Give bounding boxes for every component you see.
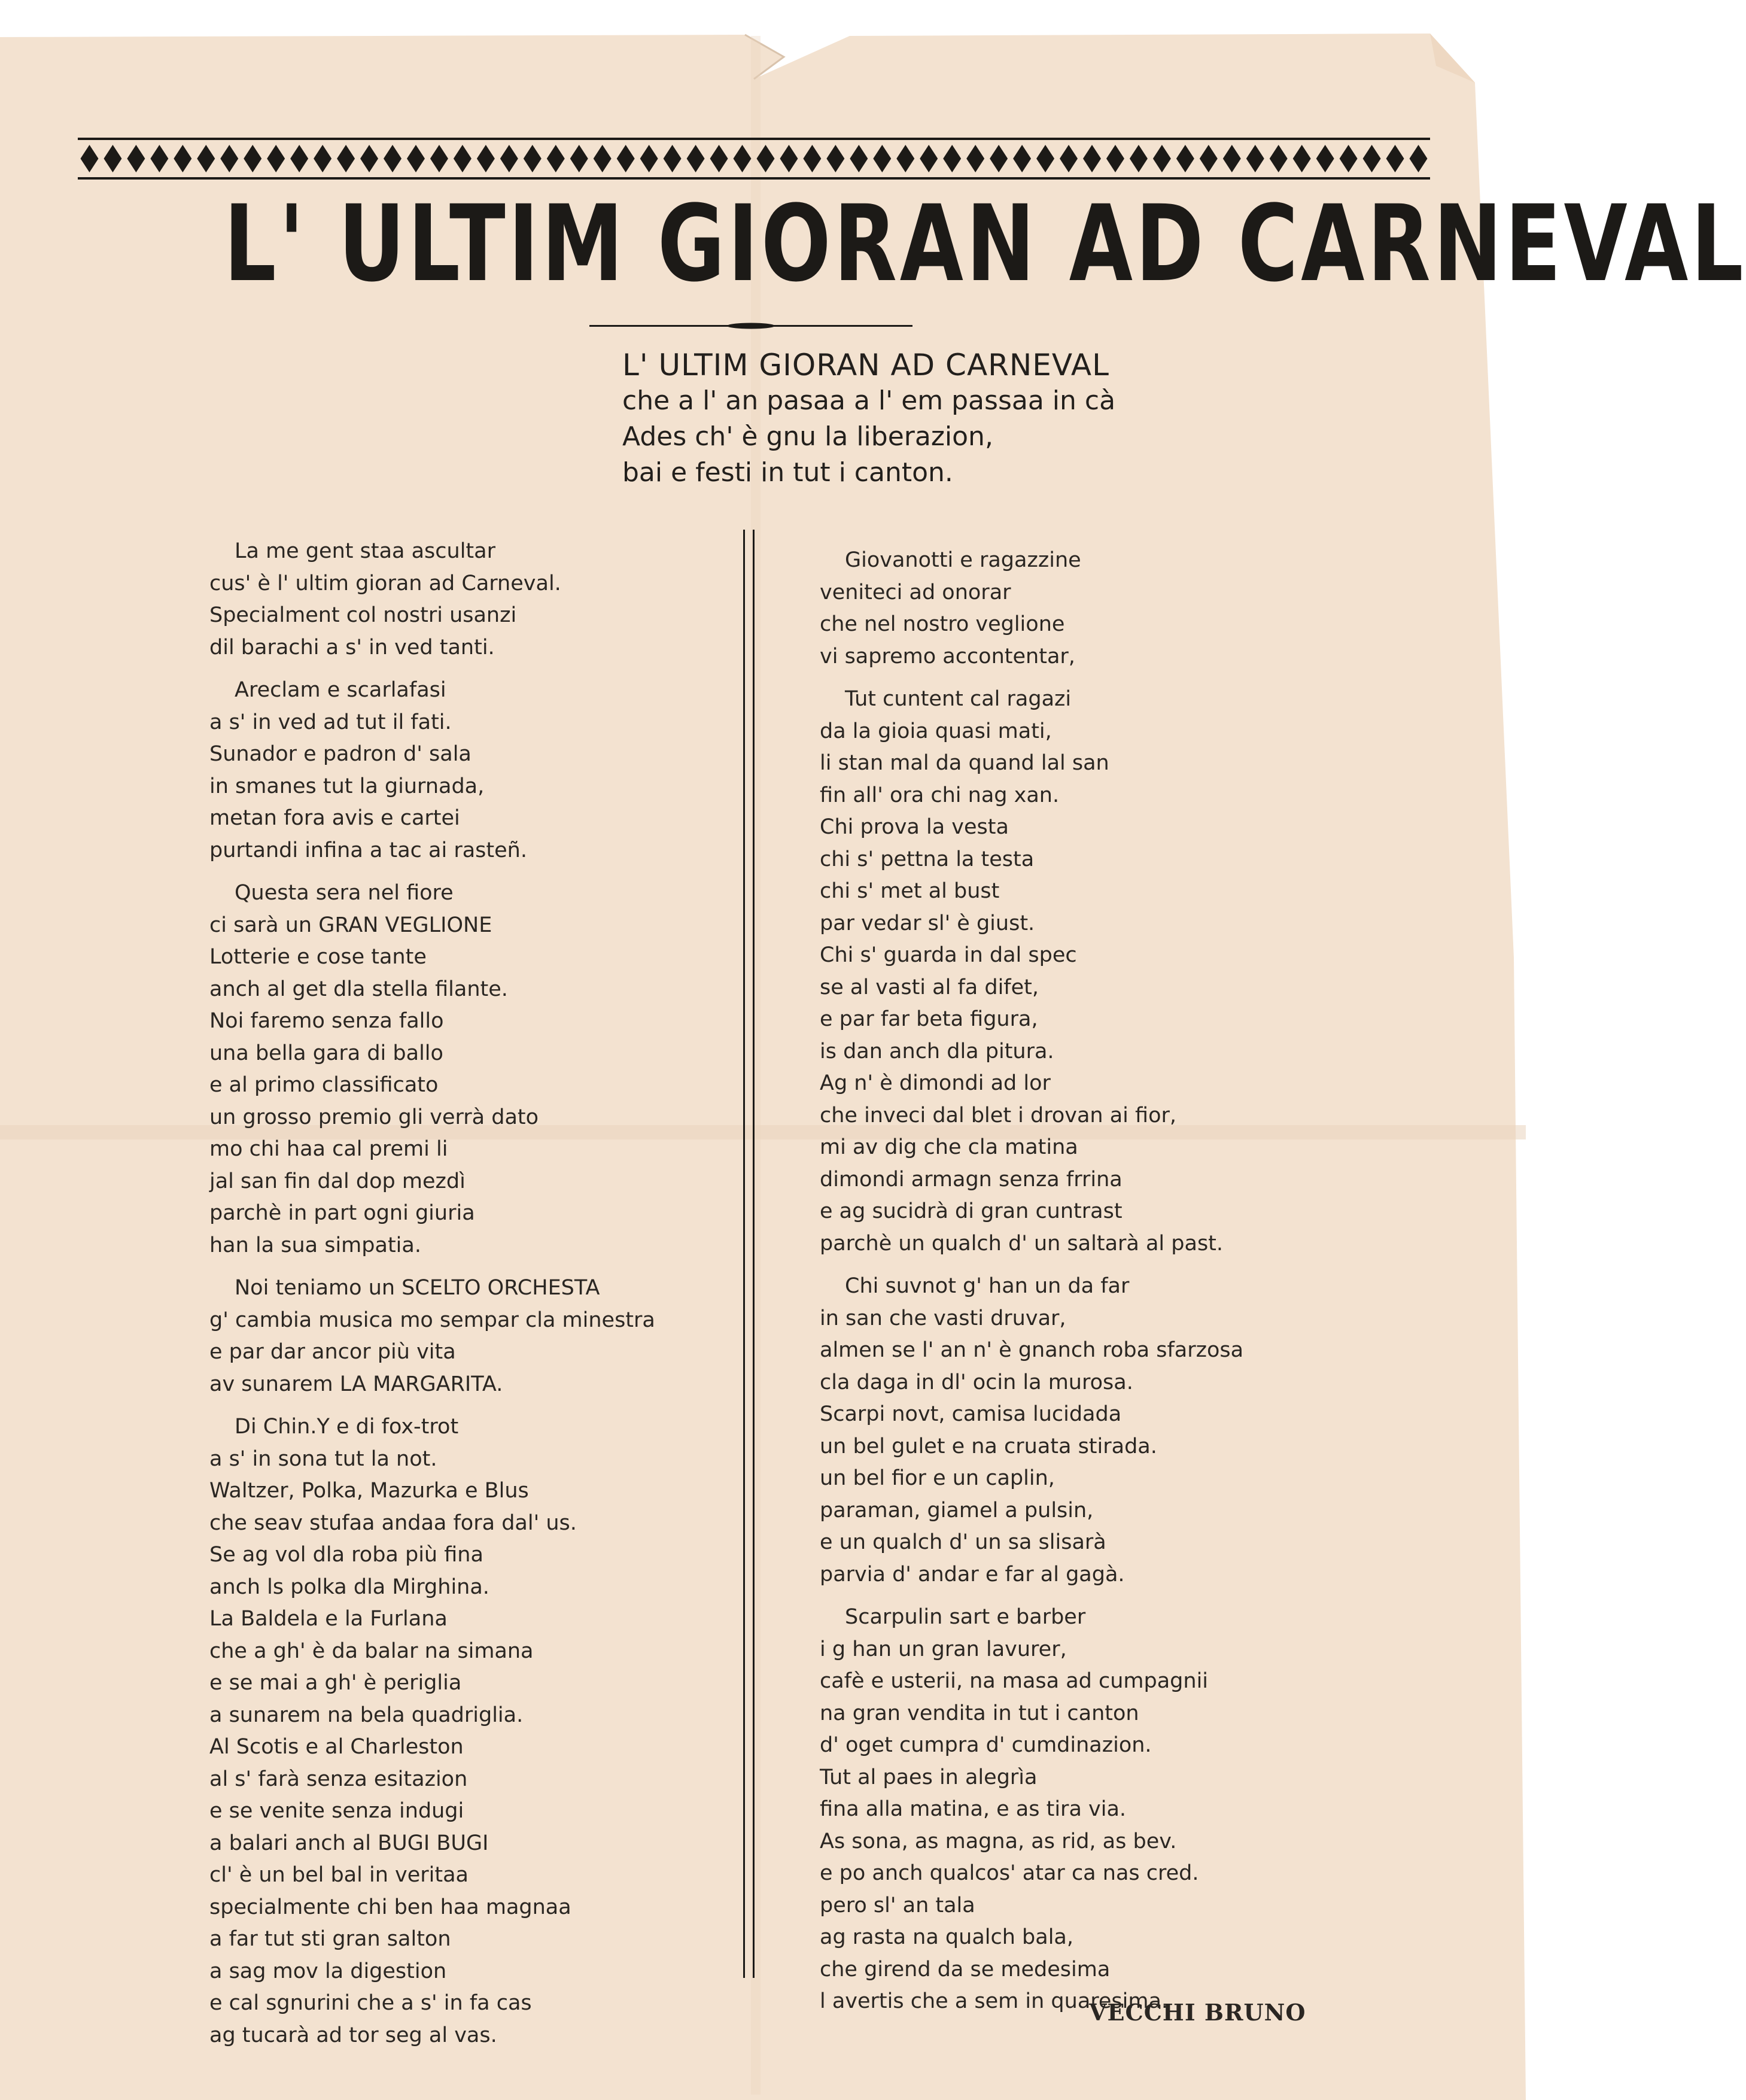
verse-line: cus' è l' ultim gioran ad Carneval.: [209, 571, 561, 595]
verse-line: pero sl' an tala: [820, 1893, 975, 1917]
diamond-ornament: [407, 145, 425, 172]
diamond-ornament: [1153, 145, 1171, 172]
verse-line: e un qualch d' un sa slisarà: [820, 1530, 1106, 1554]
verse-line: in smanes tut la giurnada,: [209, 774, 485, 798]
verse-line: e se venite senza indugi: [209, 1799, 464, 1823]
verse-line: d' oget cumpra d' cumdinazion.: [820, 1733, 1152, 1757]
diamond-ornament: [1293, 145, 1311, 172]
diamond-ornament: [454, 145, 472, 172]
verse-line: is dan anch dla pitura.: [820, 1039, 1054, 1063]
verse-line: cafè e usterii, na masa ad cumpagnii: [820, 1669, 1209, 1693]
verse-line: Noi faremo senza fallo: [209, 1009, 444, 1033]
verse-line: Lotterie e cose tante: [209, 945, 427, 969]
verse-line: anch ls polka dla Mirghina.: [209, 1575, 489, 1599]
diamond-ornament: [1410, 145, 1428, 172]
diamond-ornament: [174, 145, 191, 172]
diamond-ornament: [150, 145, 168, 172]
verse-line: in san che vasti druvar,: [820, 1306, 1066, 1330]
verse-line: da la gioia quasi mati,: [820, 719, 1052, 743]
page-title: L' ULTIM GIORAN AD CARNEVAL: [224, 183, 1746, 305]
stanza: [209, 1272, 736, 1400]
verse-line: cla daga in dl' ocin la murosa.: [820, 1370, 1133, 1394]
verse-line: a s' in sona tut la not.: [209, 1446, 437, 1471]
diamond-ornament: [1130, 145, 1148, 172]
verse-line: che nel nostro veglione: [820, 612, 1065, 636]
verse-line: g' cambia musica mo sempar cla minestra: [209, 1308, 655, 1332]
verse-line: ag tucarà ad tor seg al vas.: [209, 2023, 497, 2047]
verse-line: e se mai a gh' è periglia: [209, 1671, 462, 1695]
diamond-ornament: [477, 145, 495, 172]
verse-line: dil barachi a s' in ved tanti.: [209, 635, 495, 660]
diamond-ornament: [850, 145, 868, 172]
diamond-ornament: [1363, 145, 1381, 172]
verse-line: e al primo classificato: [209, 1073, 439, 1097]
diamond-ornament: [1386, 145, 1404, 172]
verse-line: As sona, as magna, as rid, as bev.: [820, 1829, 1177, 1853]
verse-line: cl' è un bel bal in veritaa: [209, 1863, 469, 1887]
intro-line: L' ULTIM GIORAN AD CARNEVAL: [622, 348, 1109, 382]
diamond-ornament: [80, 145, 98, 172]
verse-line: Sunador e padron d' sala: [209, 742, 472, 766]
verse-line: e ag sucidrà di gran cuntrast: [820, 1199, 1123, 1223]
verse-line: se al vasti al fa difet,: [820, 975, 1039, 999]
diamond-ornament: [734, 145, 752, 172]
verse-line: Areclam e scarlafasi: [235, 678, 446, 702]
diamond-ornament: [524, 145, 542, 172]
verse-line: Chi suvnot g' han un da far: [845, 1274, 1130, 1298]
diamond-ornament: [127, 145, 145, 172]
verse-line: che a gh' è da balar na simana: [209, 1639, 534, 1663]
diamond-ornament: [803, 145, 821, 172]
verse-line: Di Chin.Y e di fox-trot: [235, 1415, 459, 1439]
verse-line: han la sua simpatia.: [209, 1233, 421, 1257]
diamond-ornament: [780, 145, 798, 172]
diamond-ornament: [617, 145, 635, 172]
diamond-ornament: [920, 145, 938, 172]
verse-line: Se ag vol dla roba più fina: [209, 1543, 483, 1567]
diamond-ornament: [1036, 145, 1054, 172]
intro-line: Ades ch' è gnu la liberazion,: [622, 421, 993, 452]
verse-line: Tut cuntent cal ragazi: [845, 687, 1072, 711]
diamond-ornament: [756, 145, 774, 172]
verse-line: a sunarem na bela quadriglia.: [209, 1703, 524, 1727]
verse-line: dimondi armagn senza frrina: [820, 1167, 1123, 1192]
verse-line: Al Scotis e al Charleston: [209, 1735, 464, 1759]
diamond-ornament: [966, 145, 984, 172]
diamond-ornament: [1223, 145, 1241, 172]
verse-line: La me gent staa ascultar: [235, 539, 495, 563]
diamond-ornament: [337, 145, 355, 172]
diamond-ornament: [664, 145, 682, 172]
verse-line: e cal sgnurini che a s' in fa cas: [209, 1991, 532, 2015]
author-signature: VECCHI BRUNO: [1089, 1999, 1306, 2026]
verse-line: che inveci dal blet i drovan ai fior,: [820, 1103, 1177, 1128]
ornament-border: [78, 135, 1430, 182]
diamond-ornament: [687, 145, 705, 172]
title-divider: [589, 320, 912, 332]
verse-line: paraman, giamel a pulsin,: [820, 1498, 1094, 1522]
verse-line: av sunarem LA MARGARITA.: [209, 1372, 503, 1396]
diamond-ornament: [1083, 145, 1101, 172]
diamond-ornament: [826, 145, 844, 172]
verse-line: chi s' pettna la testa: [820, 847, 1035, 871]
diamond-ornament: [873, 145, 891, 172]
right-column: [820, 545, 1382, 2029]
verse-line: parvia d' andar e far al gagà.: [820, 1562, 1125, 1587]
diamond-ornament: [1176, 145, 1194, 172]
verse-line: l avertis che a sem in quaresima.: [820, 1989, 1169, 2013]
verse-line: una bella gara di ballo: [209, 1041, 443, 1065]
diamond-ornament: [1060, 145, 1078, 172]
stanza: [209, 1411, 736, 2052]
diamond-ornament: [267, 145, 285, 172]
diamond-ornament: [430, 145, 448, 172]
verse-line: vi sapremo accontentar,: [820, 644, 1075, 668]
diamond-ornament: [290, 145, 308, 172]
diamond-ornament: [990, 145, 1008, 172]
verse-line: al s' farà senza esitazion: [209, 1767, 468, 1791]
verse-line: La Baldela e la Furlana: [209, 1607, 448, 1631]
verse-line: e par far beta figura,: [820, 1007, 1038, 1031]
stanza: [820, 1271, 1382, 1591]
diamond-ornament: [1106, 145, 1124, 172]
verse-line: a s' in ved ad tut il fati.: [209, 710, 452, 734]
verse-line: un grosso premio gli verrà dato: [209, 1105, 539, 1129]
intro-line: bai e festi in tut i canton.: [622, 457, 953, 488]
diamond-ornament: [500, 145, 518, 172]
verse-line: Questa sera nel fiore: [235, 881, 454, 905]
verse-line: Specialment col nostri usanzi: [209, 603, 517, 627]
stanza: [820, 683, 1382, 1260]
verse-line: ci sarà un GRAN VEGLIONE: [209, 913, 492, 937]
diamond-ornament: [314, 145, 331, 172]
verse-line: specialmente chi ben haa magnaa: [209, 1895, 571, 1919]
verse-line: Noi teniamo un SCELTO ORCHESTA: [235, 1276, 600, 1300]
verse-line: Scarpulin sart e barber: [845, 1605, 1086, 1629]
diamond-ornament: [1316, 145, 1334, 172]
diamond-ornament: [1270, 145, 1288, 172]
diamond-ornament: [570, 145, 588, 172]
diamond-ornament: [197, 145, 215, 172]
diamond-ornament: [104, 145, 121, 172]
diamond-ornament: [547, 145, 565, 172]
verse-line: veniteci ad onorar: [820, 580, 1011, 604]
verse-line: un bel fior e un caplin,: [820, 1466, 1055, 1490]
diamond-ornament: [1246, 145, 1264, 172]
verse-line: Scarpi novt, camisa lucidada: [820, 1402, 1122, 1426]
diamond-ornament: [244, 145, 261, 172]
diamond-ornament: [1013, 145, 1031, 172]
verse-line: parchè in part ogni giuria: [209, 1201, 475, 1225]
verse-line: mo chi haa cal premi li: [209, 1137, 448, 1161]
diamond-ornament: [640, 145, 658, 172]
verse-line: metan fora avis e cartei: [209, 806, 460, 830]
verse-line: che girend da se medesima: [820, 1957, 1111, 1982]
verse-line: purtandi infina a tac ai rasteñ.: [209, 838, 527, 862]
diamond-ornament: [594, 145, 612, 172]
diamond-ornament: [943, 145, 961, 172]
intro-verse: [622, 347, 1340, 491]
verse-line: par vedar sl' è giust.: [820, 911, 1035, 935]
verse-line: un bel gulet e na cruata stirada.: [820, 1434, 1157, 1458]
verse-line: e par dar ancor più vita: [209, 1340, 456, 1364]
verse-line: anch al get dla stella filante.: [209, 977, 508, 1001]
verse-line: fin all' ora chi nag xan.: [820, 783, 1060, 807]
verse-line: almen se l' an n' è gnanch roba sfarzosa: [820, 1338, 1244, 1362]
verse-line: Waltzer, Polka, Mazurka e Blus: [209, 1479, 529, 1503]
column-divider: [737, 530, 761, 1978]
stanza: [209, 536, 736, 664]
verse-line: li stan mal da quand lal san: [820, 751, 1109, 775]
verse-line: fina alla matina, e as tira via.: [820, 1797, 1127, 1821]
stanza: [820, 1601, 1382, 2018]
verse-line: jal san fin dal dop mezdì: [209, 1169, 466, 1193]
verse-line: parchè un qualch d' un saltarà al past.: [820, 1231, 1224, 1256]
diamond-ornament: [360, 145, 378, 172]
verse-line: mi av dig che cla matina: [820, 1135, 1078, 1159]
left-column: [209, 536, 736, 2062]
verse-line: na gran vendita in tut i canton: [820, 1701, 1139, 1725]
verse-line: che seav stufaa andaa fora dal' us.: [209, 1511, 577, 1535]
diamond-ornament: [220, 145, 238, 172]
verse-line: Tut al paes in alegrìa: [820, 1765, 1038, 1789]
verse-line: e po anch qualcos' atar ca nas cred.: [820, 1861, 1199, 1885]
diamond-ornament: [1200, 145, 1218, 172]
diamond-ornament: [384, 145, 401, 172]
verse-line: Chi s' guarda in dal spec: [820, 943, 1077, 967]
intro-line: che a l' an pasaa a l' em passaa in cà: [622, 385, 1116, 416]
diamond-ornament: [896, 145, 914, 172]
verse-line: a balari anch al BUGI BUGI: [209, 1831, 489, 1855]
verse-line: ag rasta na qualch bala,: [820, 1925, 1073, 1949]
verse-line: chi s' met al bust: [820, 879, 1000, 903]
stanza: [209, 674, 736, 867]
stanza: [820, 545, 1382, 673]
verse-line: a far tut sti gran salton: [209, 1927, 451, 1951]
verse-line: Giovanotti e ragazzine: [845, 548, 1081, 572]
verse-line: a sag mov la digestion: [209, 1959, 447, 1983]
verse-line: Ag n' è dimondi ad lor: [820, 1071, 1051, 1095]
stanza: [209, 877, 736, 1262]
diamond-ornament: [1340, 145, 1358, 172]
diamond-ornament: [710, 145, 728, 172]
verse-line: i g han un gran lavurer,: [820, 1637, 1067, 1661]
verse-line: Chi prova la vesta: [820, 815, 1009, 839]
